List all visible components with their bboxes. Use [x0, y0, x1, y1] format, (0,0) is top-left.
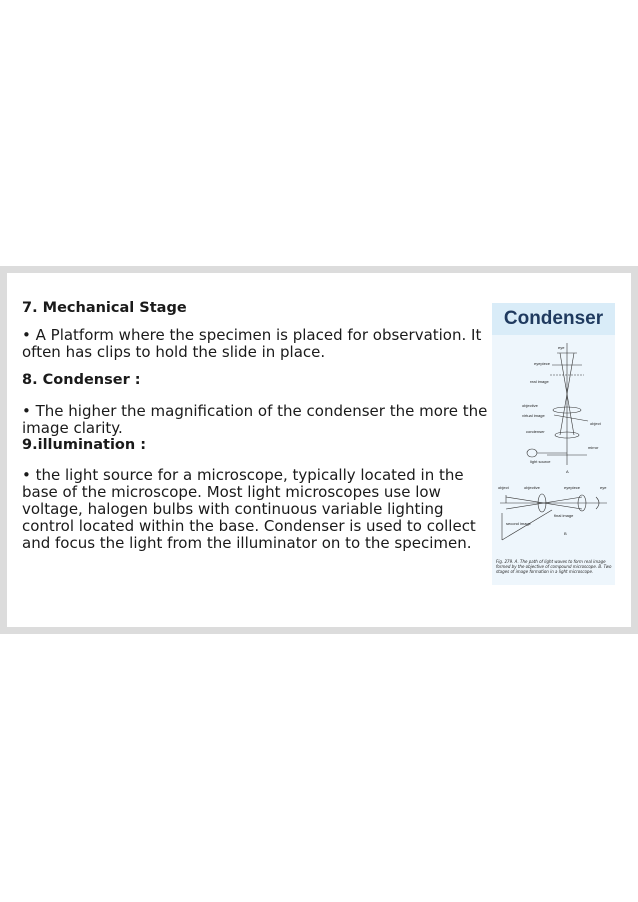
section-heading-mechanical-stage: 7. Mechanical Stage — [22, 300, 187, 316]
slide-frame — [0, 266, 638, 634]
label-objective: objective — [522, 403, 538, 408]
section-body-illumination: • the light source for a microscope, typically located in the base of the microscope. Most light microscopes use low voltage, halogen bulbs with continuous variable lighting control located within the base. Condenser is used to collect and focus the light from the illuminator on to the specimen. — [22, 466, 476, 552]
label-object: object — [590, 421, 601, 426]
label-light-source: light source — [530, 459, 551, 464]
figure-title: Condenser — [492, 303, 615, 335]
label-eyepiece: eyepiece — [534, 361, 551, 366]
label-eye-b: eye — [600, 485, 607, 490]
figure-caption: Fig. 279. A. The path of light waves to form real image formed by the objective of compound microscope. B. Two stages of image formation in a light microscope. — [496, 559, 612, 574]
label-condenser: condenser — [526, 429, 545, 434]
label-part-a: A — [566, 469, 569, 474]
light-path-diagram — [492, 335, 615, 585]
label-eye: eye — [558, 345, 565, 350]
label-eyepiece-b: eyepiece — [564, 485, 581, 490]
section-heading-illumination: 9.illumination : — [22, 437, 147, 453]
label-object-b: object — [498, 485, 509, 490]
condenser-figure — [492, 303, 615, 593]
label-second-image: second image — [506, 521, 531, 526]
label-mirror: mirror — [588, 445, 599, 450]
section-heading-condenser: 8. Condenser : — [22, 372, 141, 388]
microscope-diagram — [492, 335, 615, 585]
label-virtual-image: virtual image — [522, 413, 545, 418]
label-final-image: final image — [554, 513, 574, 518]
label-real-image: real image — [530, 379, 549, 384]
section-body-condenser: • The higher the magnification of the condenser the more the image clarity. — [22, 402, 488, 437]
label-part-b: B — [564, 531, 567, 536]
slide — [7, 273, 631, 627]
label-objective-b: objective — [524, 485, 540, 490]
section-body-mechanical-stage: • A Platform where the specimen is placed for observation. It often has clips to hold the slide in place. — [22, 326, 482, 361]
